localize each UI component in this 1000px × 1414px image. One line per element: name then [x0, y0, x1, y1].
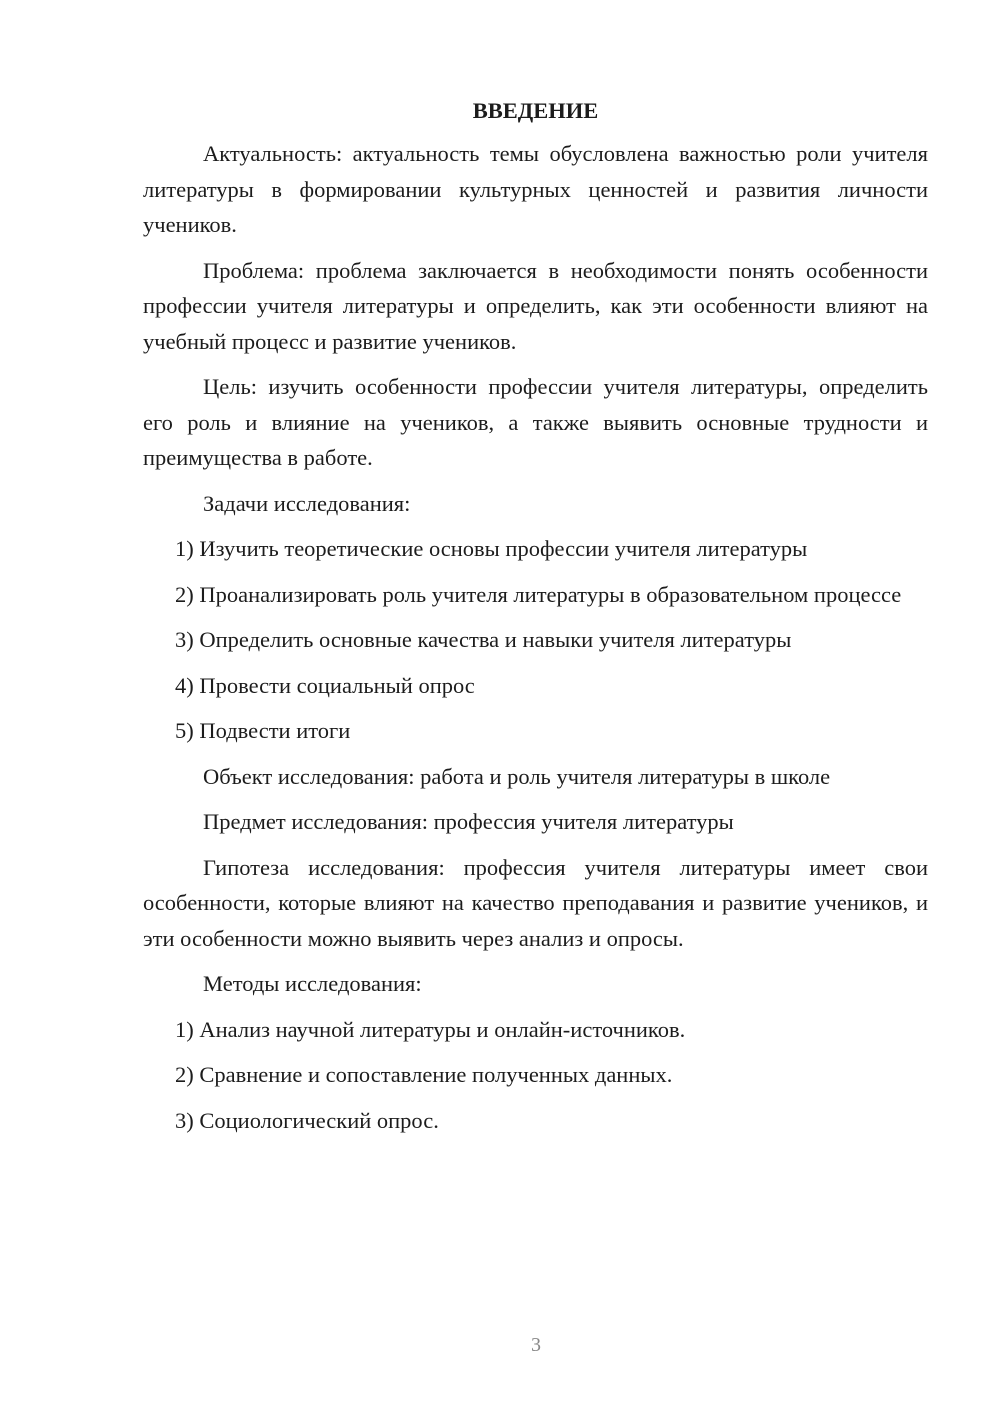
tasks-heading: Задачи исследования:	[203, 490, 411, 516]
methods-heading: Методы исследования:	[203, 971, 422, 996]
page-content	[143, 96, 928, 1148]
goal-paragraph: Цель: изучить особенности профессии учителя литературы, определить его роль и влияние на учеников, а также выявить основные трудности и преимущества в работе.	[143, 374, 928, 470]
task-item-5: 5) Подвести итоги	[175, 718, 351, 743]
method-item-1: 1) Анализ научной литературы и онлайн-источников.	[175, 1016, 686, 1042]
task-item-3: 3) Определить основные качества и навыки учителя литературы	[175, 627, 792, 652]
task-item-1: 1) Изучить теоретические основы профессии учителя литературы	[175, 536, 808, 561]
page-number: 3	[531, 1334, 541, 1356]
problem-paragraph: Проблема: проблема заключается в необходимости понять особенности профессии учителя литературы и определить, как эти особенности влияют на учебный процесс и развитие учеников.	[143, 257, 928, 354]
task-item-4: 4) Провести социальный опрос	[175, 672, 475, 698]
subject-paragraph: Предмет исследования: профессия учителя литературы	[203, 809, 734, 834]
task-item-2: 2) Проанализировать роль учителя литературы в образовательном процессе	[175, 581, 902, 607]
section-title: ВВЕДЕНИЕ	[472, 98, 599, 123]
method-item-2: 2) Сравнение и сопоставление полученных данных.	[175, 1062, 673, 1087]
method-item-3: 3) Социологический опрос.	[175, 1107, 439, 1133]
relevance-paragraph: Актуальность: актуальность темы обусловлена важностью роли учителя литературы в формировании культурных ценностей и развития личности учеников.	[143, 141, 928, 237]
hypothesis-paragraph: Гипотеза исследования: профессия учителя литературы имеет свои особенности, которые влияют на качество преподавания и развитие учеников, и эти особенности можно выявить через анализ и опросы.	[143, 854, 928, 951]
object-paragraph: Объект исследования: работа и роль учителя литературы в школе	[203, 763, 831, 789]
